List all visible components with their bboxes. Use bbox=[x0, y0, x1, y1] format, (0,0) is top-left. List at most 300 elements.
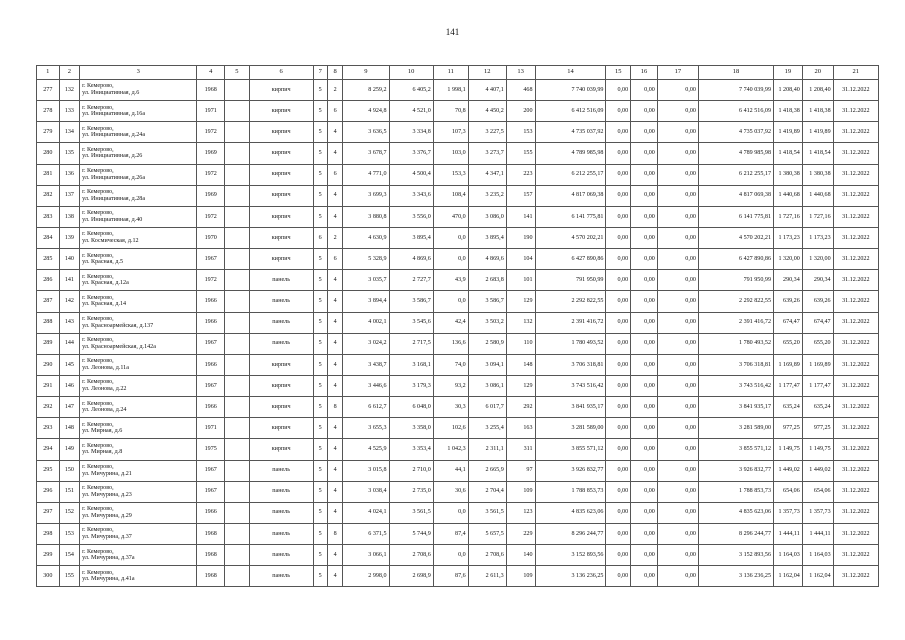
cell-col-14: 3 855 571,12 bbox=[535, 439, 606, 460]
cell-col-15: 0,00 bbox=[606, 270, 631, 291]
cell-col-7: 6 bbox=[313, 227, 327, 248]
address-street: ул. Леонова, д.11а bbox=[82, 364, 129, 371]
cell-col-9: 3 678,7 bbox=[343, 143, 389, 164]
cell-col-14: 3 841 935,17 bbox=[535, 397, 606, 418]
cell-col-8: 8 bbox=[327, 397, 342, 418]
cell-col-8: 4 bbox=[327, 312, 342, 333]
cell-col-6: кирпич bbox=[249, 375, 313, 396]
cell-col-7: 5 bbox=[313, 270, 327, 291]
cell-col-1: 279 bbox=[37, 122, 60, 143]
cell-col-13: 148 bbox=[506, 354, 535, 375]
cell-col-20: 1 320,00 bbox=[802, 249, 833, 270]
table-row bbox=[37, 460, 879, 481]
cell-col-8: 4 bbox=[327, 354, 342, 375]
cell-col-8: 4 bbox=[327, 439, 342, 460]
cell-col-14: 2 292 822,55 bbox=[535, 291, 606, 312]
cell-col-11: 0,0 bbox=[433, 291, 468, 312]
cell-col-8: 2 bbox=[327, 227, 342, 248]
cell-col-6: панель bbox=[249, 502, 313, 523]
cell-col-2: 151 bbox=[59, 481, 80, 502]
cell-col-11: 470,0 bbox=[433, 206, 468, 227]
cell-col-6: панель bbox=[249, 333, 313, 354]
address-street: ул. Инициативная, д.16а bbox=[82, 111, 146, 118]
address-city: г. Кемерово, bbox=[82, 168, 114, 175]
cell-col-10: 6 048,0 bbox=[389, 397, 433, 418]
cell-col-11: 74,0 bbox=[433, 354, 468, 375]
cell-col-1: 292 bbox=[37, 397, 60, 418]
cell-col-7: 5 bbox=[313, 545, 327, 566]
cell-col-14: 4 735 037,92 bbox=[535, 122, 606, 143]
table-row bbox=[37, 227, 879, 248]
cell-col-4: 1966 bbox=[197, 354, 225, 375]
address-street: ул. Инициативная, д.26 bbox=[82, 153, 143, 160]
cell-col-1: 277 bbox=[37, 80, 60, 101]
address-street: ул. Мичурина, д.41а bbox=[82, 576, 135, 583]
cell-col-16: 0,00 bbox=[631, 354, 658, 375]
table-row bbox=[37, 545, 879, 566]
cell-col-16: 0,00 bbox=[631, 249, 658, 270]
cell-col-15: 0,00 bbox=[606, 439, 631, 460]
cell-address bbox=[80, 270, 197, 291]
cell-col-18: 3 152 893,56 bbox=[698, 545, 773, 566]
cell-col-15: 0,00 bbox=[606, 80, 631, 101]
cell-col-8: 4 bbox=[327, 566, 342, 587]
cell-col-10: 3 556,0 bbox=[389, 206, 433, 227]
cell-address bbox=[80, 523, 197, 544]
cell-col-20: 1 727,16 bbox=[802, 206, 833, 227]
cell-address bbox=[80, 249, 197, 270]
column-header-17: 17 bbox=[657, 66, 698, 80]
cell-col-5 bbox=[225, 80, 250, 101]
cell-col-13: 129 bbox=[506, 291, 535, 312]
cell-col-4: 1967 bbox=[197, 460, 225, 481]
cell-col-5 bbox=[225, 333, 250, 354]
cell-col-20: 1 440,68 bbox=[802, 185, 833, 206]
cell-col-13: 157 bbox=[506, 185, 535, 206]
cell-col-14: 6 141 775,81 bbox=[535, 206, 606, 227]
column-header-16: 16 bbox=[631, 66, 658, 80]
cell-col-5 bbox=[225, 270, 250, 291]
cell-col-15: 0,00 bbox=[606, 143, 631, 164]
cell-col-12: 4 347,1 bbox=[468, 164, 506, 185]
cell-col-20: 635,24 bbox=[802, 397, 833, 418]
cell-col-12: 3 227,5 bbox=[468, 122, 506, 143]
cell-col-2: 145 bbox=[59, 354, 80, 375]
cell-col-5 bbox=[225, 249, 250, 270]
cell-col-9: 3 655,3 bbox=[343, 418, 389, 439]
cell-col-2: 140 bbox=[59, 249, 80, 270]
cell-col-14: 791 950,99 bbox=[535, 270, 606, 291]
cell-col-18: 3 841 935,17 bbox=[698, 397, 773, 418]
cell-col-14: 4 817 069,38 bbox=[535, 185, 606, 206]
cell-col-2: 149 bbox=[59, 439, 80, 460]
cell-col-13: 123 bbox=[506, 502, 535, 523]
cell-col-20: 1 169,89 bbox=[802, 354, 833, 375]
cell-col-8: 4 bbox=[327, 206, 342, 227]
cell-col-2: 154 bbox=[59, 545, 80, 566]
cell-col-17: 0,00 bbox=[657, 164, 698, 185]
cell-col-15: 0,00 bbox=[606, 354, 631, 375]
cell-col-2: 138 bbox=[59, 206, 80, 227]
table-row bbox=[37, 502, 879, 523]
cell-col-17: 0,00 bbox=[657, 227, 698, 248]
cell-col-16: 0,00 bbox=[631, 270, 658, 291]
cell-col-14: 3 706 318,81 bbox=[535, 354, 606, 375]
cell-col-15: 0,00 bbox=[606, 375, 631, 396]
address-street: ул. Инициативная, д.40 bbox=[82, 216, 143, 223]
cell-col-8: 4 bbox=[327, 122, 342, 143]
cell-col-13: 155 bbox=[506, 143, 535, 164]
cell-col-7: 5 bbox=[313, 80, 327, 101]
column-header-10: 10 bbox=[389, 66, 433, 80]
cell-col-1: 294 bbox=[37, 439, 60, 460]
cell-col-21: 31.12.2022 bbox=[833, 143, 878, 164]
cell-col-4: 1969 bbox=[197, 143, 225, 164]
address-street: ул. Мичурина, д.23 bbox=[82, 491, 132, 498]
cell-col-1: 296 bbox=[37, 481, 60, 502]
cell-col-19: 1 357,73 bbox=[774, 502, 803, 523]
cell-col-20: 1 177,47 bbox=[802, 375, 833, 396]
address-street: ул. Инициативная, д.26а bbox=[82, 174, 146, 181]
table-row bbox=[37, 397, 879, 418]
column-header-1: 1 bbox=[37, 66, 60, 80]
cell-col-17: 0,00 bbox=[657, 333, 698, 354]
cell-col-7: 5 bbox=[313, 101, 327, 122]
cell-col-18: 6 212 255,17 bbox=[698, 164, 773, 185]
cell-col-20: 1 449,02 bbox=[802, 460, 833, 481]
cell-col-14: 4 835 623,06 bbox=[535, 502, 606, 523]
cell-address bbox=[80, 375, 197, 396]
cell-col-11: 1 042,3 bbox=[433, 439, 468, 460]
cell-col-17: 0,00 bbox=[657, 545, 698, 566]
cell-col-4: 1967 bbox=[197, 375, 225, 396]
cell-col-5 bbox=[225, 101, 250, 122]
cell-address bbox=[80, 164, 197, 185]
cell-col-12: 3 503,2 bbox=[468, 312, 506, 333]
cell-col-5 bbox=[225, 545, 250, 566]
address-city: г. Кемерово, bbox=[82, 485, 114, 492]
cell-col-5 bbox=[225, 143, 250, 164]
cell-col-18: 4 570 202,21 bbox=[698, 227, 773, 248]
cell-col-6: кирпич bbox=[249, 439, 313, 460]
cell-col-7: 5 bbox=[313, 291, 327, 312]
cell-col-10: 6 405,2 bbox=[389, 80, 433, 101]
cell-col-6: кирпич bbox=[249, 397, 313, 418]
column-header-4: 4 bbox=[197, 66, 225, 80]
cell-address bbox=[80, 502, 197, 523]
cell-col-10: 2 735,0 bbox=[389, 481, 433, 502]
cell-col-18: 1 788 853,73 bbox=[698, 481, 773, 502]
cell-col-18: 6 141 775,81 bbox=[698, 206, 773, 227]
cell-col-5 bbox=[225, 185, 250, 206]
cell-col-9: 4 771,0 bbox=[343, 164, 389, 185]
cell-col-13: 153 bbox=[506, 122, 535, 143]
cell-col-11: 93,2 bbox=[433, 375, 468, 396]
cell-col-15: 0,00 bbox=[606, 206, 631, 227]
cell-col-1: 281 bbox=[37, 164, 60, 185]
cell-col-10: 3 358,0 bbox=[389, 418, 433, 439]
address-city: г. Кемерово, bbox=[82, 400, 114, 407]
cell-col-19: 1 149,75 bbox=[774, 439, 803, 460]
cell-col-6: кирпич bbox=[249, 164, 313, 185]
cell-col-6: кирпич bbox=[249, 122, 313, 143]
cell-col-12: 4 869,6 bbox=[468, 249, 506, 270]
cell-col-18: 2 391 416,72 bbox=[698, 312, 773, 333]
address-city: г. Кемерово, bbox=[82, 316, 114, 323]
table-row bbox=[37, 143, 879, 164]
cell-col-19: 1 164,03 bbox=[774, 545, 803, 566]
cell-col-9: 4 525,9 bbox=[343, 439, 389, 460]
column-header-6: 6 bbox=[249, 66, 313, 80]
cell-col-7: 5 bbox=[313, 397, 327, 418]
column-header-20: 20 bbox=[802, 66, 833, 80]
cell-col-17: 0,00 bbox=[657, 566, 698, 587]
cell-col-7: 5 bbox=[313, 439, 327, 460]
cell-col-12: 3 895,4 bbox=[468, 227, 506, 248]
cell-col-8: 8 bbox=[327, 523, 342, 544]
cell-col-15: 0,00 bbox=[606, 566, 631, 587]
cell-col-14: 8 296 244,77 bbox=[535, 523, 606, 544]
cell-col-17: 0,00 bbox=[657, 481, 698, 502]
cell-col-8: 4 bbox=[327, 270, 342, 291]
cell-col-6: панель bbox=[249, 312, 313, 333]
cell-col-2: 153 bbox=[59, 523, 80, 544]
cell-col-13: 468 bbox=[506, 80, 535, 101]
cell-col-10: 2 708,6 bbox=[389, 545, 433, 566]
address-city: г. Кемерово, bbox=[82, 294, 114, 301]
table-row bbox=[37, 312, 879, 333]
cell-col-2: 143 bbox=[59, 312, 80, 333]
cell-col-11: 103,0 bbox=[433, 143, 468, 164]
cell-col-13: 190 bbox=[506, 227, 535, 248]
cell-col-10: 3 168,1 bbox=[389, 354, 433, 375]
cell-col-9: 3 015,8 bbox=[343, 460, 389, 481]
cell-col-9: 3 035,7 bbox=[343, 270, 389, 291]
cell-col-5 bbox=[225, 227, 250, 248]
cell-col-4: 1971 bbox=[197, 101, 225, 122]
cell-col-5 bbox=[225, 375, 250, 396]
cell-col-8: 6 bbox=[327, 164, 342, 185]
cell-col-8: 4 bbox=[327, 545, 342, 566]
address-city: г. Кемерово, bbox=[82, 464, 114, 470]
cell-col-21: 31.12.2022 bbox=[833, 101, 878, 122]
cell-col-19: 639,26 bbox=[774, 291, 803, 312]
cell-col-1: 298 bbox=[37, 523, 60, 544]
address-city: г. Кемерово, bbox=[82, 252, 114, 259]
cell-col-11: 0,0 bbox=[433, 227, 468, 248]
cell-col-5 bbox=[225, 460, 250, 481]
cell-col-1: 285 bbox=[37, 249, 60, 270]
cell-col-10: 3 376,7 bbox=[389, 143, 433, 164]
cell-col-19: 1 208,40 bbox=[774, 80, 803, 101]
cell-col-14: 3 152 893,56 bbox=[535, 545, 606, 566]
cell-col-15: 0,00 bbox=[606, 397, 631, 418]
cell-col-4: 1967 bbox=[197, 333, 225, 354]
cell-col-4: 1966 bbox=[197, 291, 225, 312]
cell-col-8: 4 bbox=[327, 460, 342, 481]
column-header-12: 12 bbox=[468, 66, 506, 80]
cell-col-2: 135 bbox=[59, 143, 80, 164]
cell-col-13: 101 bbox=[506, 270, 535, 291]
table-row bbox=[37, 206, 879, 227]
cell-address bbox=[80, 333, 197, 354]
cell-col-5 bbox=[225, 206, 250, 227]
column-header-5: 5 bbox=[225, 66, 250, 80]
cell-col-20: 1 208,40 bbox=[802, 80, 833, 101]
cell-col-18: 3 706 318,81 bbox=[698, 354, 773, 375]
table-row bbox=[37, 185, 879, 206]
cell-col-19: 655,20 bbox=[774, 333, 803, 354]
cell-col-19: 1 173,23 bbox=[774, 227, 803, 248]
cell-address bbox=[80, 397, 197, 418]
cell-address bbox=[80, 143, 197, 164]
cell-col-4: 1970 bbox=[197, 227, 225, 248]
cell-col-17: 0,00 bbox=[657, 143, 698, 164]
address-street: ул. Леонова, д.24 bbox=[82, 407, 127, 414]
cell-col-6: панель bbox=[249, 481, 313, 502]
cell-address bbox=[80, 122, 197, 143]
cell-col-16: 0,00 bbox=[631, 312, 658, 333]
cell-col-14: 2 391 416,72 bbox=[535, 312, 606, 333]
cell-col-13: 109 bbox=[506, 481, 535, 502]
cell-col-1: 289 bbox=[37, 333, 60, 354]
cell-col-19: 1 162,04 bbox=[774, 566, 803, 587]
cell-col-19: 1 177,47 bbox=[774, 375, 803, 396]
cell-col-9: 5 328,9 bbox=[343, 249, 389, 270]
cell-col-21: 31.12.2022 bbox=[833, 354, 878, 375]
cell-col-2: 136 bbox=[59, 164, 80, 185]
cell-col-8: 4 bbox=[327, 502, 342, 523]
cell-col-11: 1 998,1 bbox=[433, 80, 468, 101]
address-city: г. Кемерово, bbox=[82, 548, 114, 555]
table-row bbox=[37, 80, 879, 101]
address-street: ул. Мичурина, д.37 bbox=[82, 534, 132, 541]
cell-col-16: 0,00 bbox=[631, 418, 658, 439]
cell-col-13: 109 bbox=[506, 566, 535, 587]
cell-col-6: панель bbox=[249, 270, 313, 291]
cell-col-16: 0,00 bbox=[631, 143, 658, 164]
cell-col-13: 311 bbox=[506, 439, 535, 460]
cell-col-16: 0,00 bbox=[631, 206, 658, 227]
cell-address bbox=[80, 439, 197, 460]
housing-register-table bbox=[36, 65, 879, 587]
cell-col-21: 31.12.2022 bbox=[833, 249, 878, 270]
cell-col-21: 31.12.2022 bbox=[833, 333, 878, 354]
cell-address bbox=[80, 101, 197, 122]
cell-col-2: 146 bbox=[59, 375, 80, 396]
table-row bbox=[37, 270, 879, 291]
cell-col-12: 3 086,0 bbox=[468, 206, 506, 227]
cell-col-5 bbox=[225, 122, 250, 143]
cell-col-19: 290,34 bbox=[774, 270, 803, 291]
cell-col-11: 107,3 bbox=[433, 122, 468, 143]
cell-col-6: панель bbox=[249, 460, 313, 481]
cell-col-12: 2 311,1 bbox=[468, 439, 506, 460]
address-city: г. Кемерово, bbox=[82, 569, 114, 576]
address-street: ул. Красная, д.14 bbox=[82, 301, 127, 308]
cell-col-14: 4 789 985,98 bbox=[535, 143, 606, 164]
cell-col-16: 0,00 bbox=[631, 523, 658, 544]
cell-col-5 bbox=[225, 418, 250, 439]
address-city: г. Кемерово, bbox=[82, 506, 114, 513]
cell-col-18: 3 743 516,42 bbox=[698, 375, 773, 396]
cell-col-4: 1967 bbox=[197, 249, 225, 270]
cell-col-12: 3 094,1 bbox=[468, 354, 506, 375]
cell-col-17: 0,00 bbox=[657, 460, 698, 481]
table-row bbox=[37, 439, 879, 460]
cell-col-10: 4 869,6 bbox=[389, 249, 433, 270]
table-body bbox=[37, 80, 879, 587]
cell-col-1: 287 bbox=[37, 291, 60, 312]
cell-col-6: панель bbox=[249, 545, 313, 566]
cell-col-18: 8 296 244,77 bbox=[698, 523, 773, 544]
cell-col-17: 0,00 bbox=[657, 122, 698, 143]
cell-col-21: 31.12.2022 bbox=[833, 312, 878, 333]
cell-col-14: 3 743 516,42 bbox=[535, 375, 606, 396]
cell-col-16: 0,00 bbox=[631, 122, 658, 143]
address-street: ул. Мичурина, д.37а bbox=[82, 555, 135, 562]
cell-col-1: 278 bbox=[37, 101, 60, 122]
cell-col-9: 4 002,1 bbox=[343, 312, 389, 333]
cell-col-9: 3 024,2 bbox=[343, 333, 389, 354]
cell-col-20: 654,06 bbox=[802, 481, 833, 502]
cell-col-8: 6 bbox=[327, 249, 342, 270]
cell-col-8: 2 bbox=[327, 80, 342, 101]
cell-col-10: 3 353,4 bbox=[389, 439, 433, 460]
cell-col-13: 97 bbox=[506, 460, 535, 481]
cell-col-20: 1 162,04 bbox=[802, 566, 833, 587]
cell-col-14: 4 570 202,21 bbox=[535, 227, 606, 248]
cell-col-19: 1 419,89 bbox=[774, 122, 803, 143]
cell-col-12: 3 273,7 bbox=[468, 143, 506, 164]
cell-col-10: 5 744,9 bbox=[389, 523, 433, 544]
cell-col-11: 108,4 bbox=[433, 185, 468, 206]
cell-col-12: 3 561,5 bbox=[468, 502, 506, 523]
cell-col-6: кирпич bbox=[249, 101, 313, 122]
cell-col-7: 5 bbox=[313, 354, 327, 375]
cell-col-4: 1968 bbox=[197, 545, 225, 566]
cell-col-17: 0,00 bbox=[657, 523, 698, 544]
cell-col-20: 1 357,73 bbox=[802, 502, 833, 523]
cell-col-14: 3 136 236,25 bbox=[535, 566, 606, 587]
cell-col-1: 290 bbox=[37, 354, 60, 375]
cell-col-4: 1968 bbox=[197, 523, 225, 544]
cell-col-14: 3 926 832,77 bbox=[535, 460, 606, 481]
cell-col-16: 0,00 bbox=[631, 566, 658, 587]
cell-col-7: 5 bbox=[313, 418, 327, 439]
cell-col-12: 2 704,4 bbox=[468, 481, 506, 502]
table-row bbox=[37, 122, 879, 143]
cell-col-16: 0,00 bbox=[631, 333, 658, 354]
cell-col-16: 0,00 bbox=[631, 101, 658, 122]
cell-col-21: 31.12.2022 bbox=[833, 291, 878, 312]
table-row bbox=[37, 523, 879, 544]
cell-col-16: 0,00 bbox=[631, 545, 658, 566]
address-city: г. Кемерово, bbox=[82, 146, 114, 153]
cell-col-19: 654,06 bbox=[774, 481, 803, 502]
cell-col-20: 639,26 bbox=[802, 291, 833, 312]
cell-col-8: 4 bbox=[327, 333, 342, 354]
cell-col-21: 31.12.2022 bbox=[833, 545, 878, 566]
address-city: г. Кемерово, bbox=[82, 125, 114, 132]
cell-col-7: 5 bbox=[313, 502, 327, 523]
cell-col-2: 155 bbox=[59, 566, 80, 587]
cell-col-6: кирпич bbox=[249, 249, 313, 270]
cell-col-14: 1 788 853,73 bbox=[535, 481, 606, 502]
column-header-13: 13 bbox=[506, 66, 535, 80]
cell-col-18: 7 740 039,99 bbox=[698, 80, 773, 101]
cell-col-17: 0,00 bbox=[657, 291, 698, 312]
